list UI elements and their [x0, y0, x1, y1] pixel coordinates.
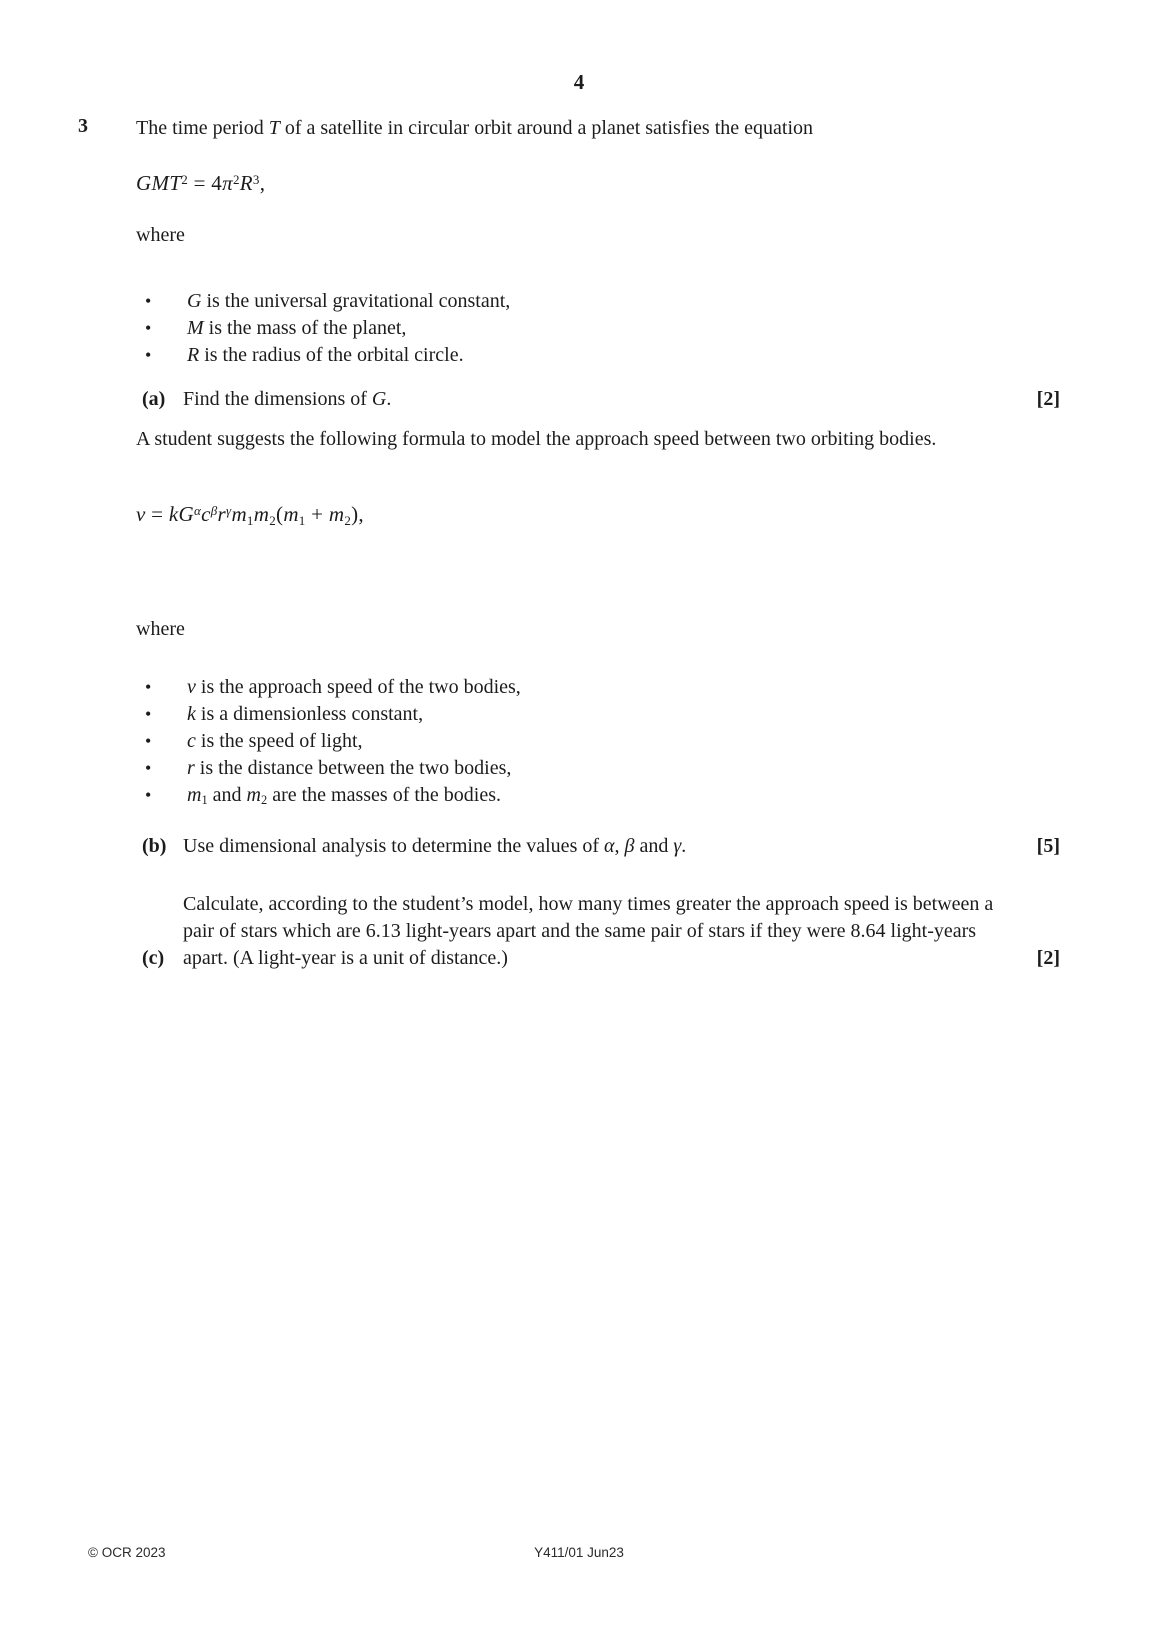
definition-M: M is the mass of the planet,: [187, 317, 407, 339]
equation-approach-speed: $v = kG^\alpha c^\beta r^\gamma m_1m_2(m_1 + m_2)$,: [136, 502, 364, 528]
definition-v: v is the approach speed of the two bodies,: [187, 676, 521, 698]
list-item: [136, 674, 1060, 701]
student-model-paragraph: A student suggests the following formula to model the approach speed between two orbiting bodies.: [136, 428, 937, 450]
part-b-marks: [5]: [1036, 835, 1060, 857]
part-a-text: Find the dimensions of G.: [183, 388, 392, 410]
bullet-icon: •: [145, 345, 152, 365]
definition-G: G is the universal gravitational constant,: [187, 290, 511, 312]
bullet-icon: •: [145, 704, 152, 724]
bullet-icon: •: [145, 318, 152, 338]
question-3: [78, 115, 1060, 972]
part-a-marks: [2]: [1036, 388, 1060, 410]
definition-c: c is the speed of light,: [187, 730, 363, 752]
question-part-b: [136, 833, 1060, 860]
definition-k: k is a dimensionless constant,: [187, 703, 424, 725]
footer-copyright: © OCR 2023: [88, 1545, 166, 1560]
part-c-text: Calculate, according to the student’s model, how many times greater the approach speed is between a pair of stars which are 6.13 light-years apart and the same pair of stars if they were 8.64 light-years apart. (A light-year is a unit of distance.): [183, 893, 994, 969]
list-item: [136, 315, 1060, 342]
definition-R: R is the radius of the orbital circle.: [187, 344, 464, 366]
list-item: [136, 288, 1060, 315]
where-label-2: where: [136, 618, 185, 640]
bullet-icon: •: [145, 677, 152, 697]
bullet-icon: •: [145, 758, 152, 778]
part-c-label: (c): [142, 947, 165, 969]
definition-r: r is the distance between the two bodies,: [187, 757, 512, 779]
list-item: [136, 782, 1060, 809]
part-b-label: (b): [142, 835, 167, 857]
list-item: [136, 728, 1060, 755]
bullet-icon: •: [145, 785, 152, 805]
bullet-icon: •: [145, 291, 152, 311]
equation-orbit-period: $GMT^2 = 4\pi^2R^3$,: [136, 171, 266, 195]
list-item: [136, 701, 1060, 728]
list-item: [136, 755, 1060, 782]
where-label-1: where: [136, 224, 185, 246]
definition-m1-m2: $m_1$ and $m_2$ are the masses of the bodies.: [187, 784, 502, 808]
question-intro: The time period T of a satellite in circular orbit around a planet satisfies the equation: [136, 117, 814, 139]
part-c-marks: [2]: [1036, 947, 1060, 969]
list-item: [136, 342, 1060, 369]
definition-list-2: [136, 674, 1060, 809]
page-footer: [0, 1545, 1158, 1560]
question-part-c: [136, 891, 1060, 972]
definition-list-1: [136, 288, 1060, 369]
part-a-label: (a): [142, 388, 166, 410]
page-number: 4: [573, 70, 585, 94]
part-b-text: Use dimensional analysis to determine the values of α, β and γ.: [183, 835, 687, 857]
question-part-a: [136, 386, 1060, 413]
question-number: 3: [78, 115, 88, 137]
bullet-icon: •: [145, 731, 152, 751]
footer-paper-reference: Y411/01 Jun23: [534, 1545, 624, 1560]
